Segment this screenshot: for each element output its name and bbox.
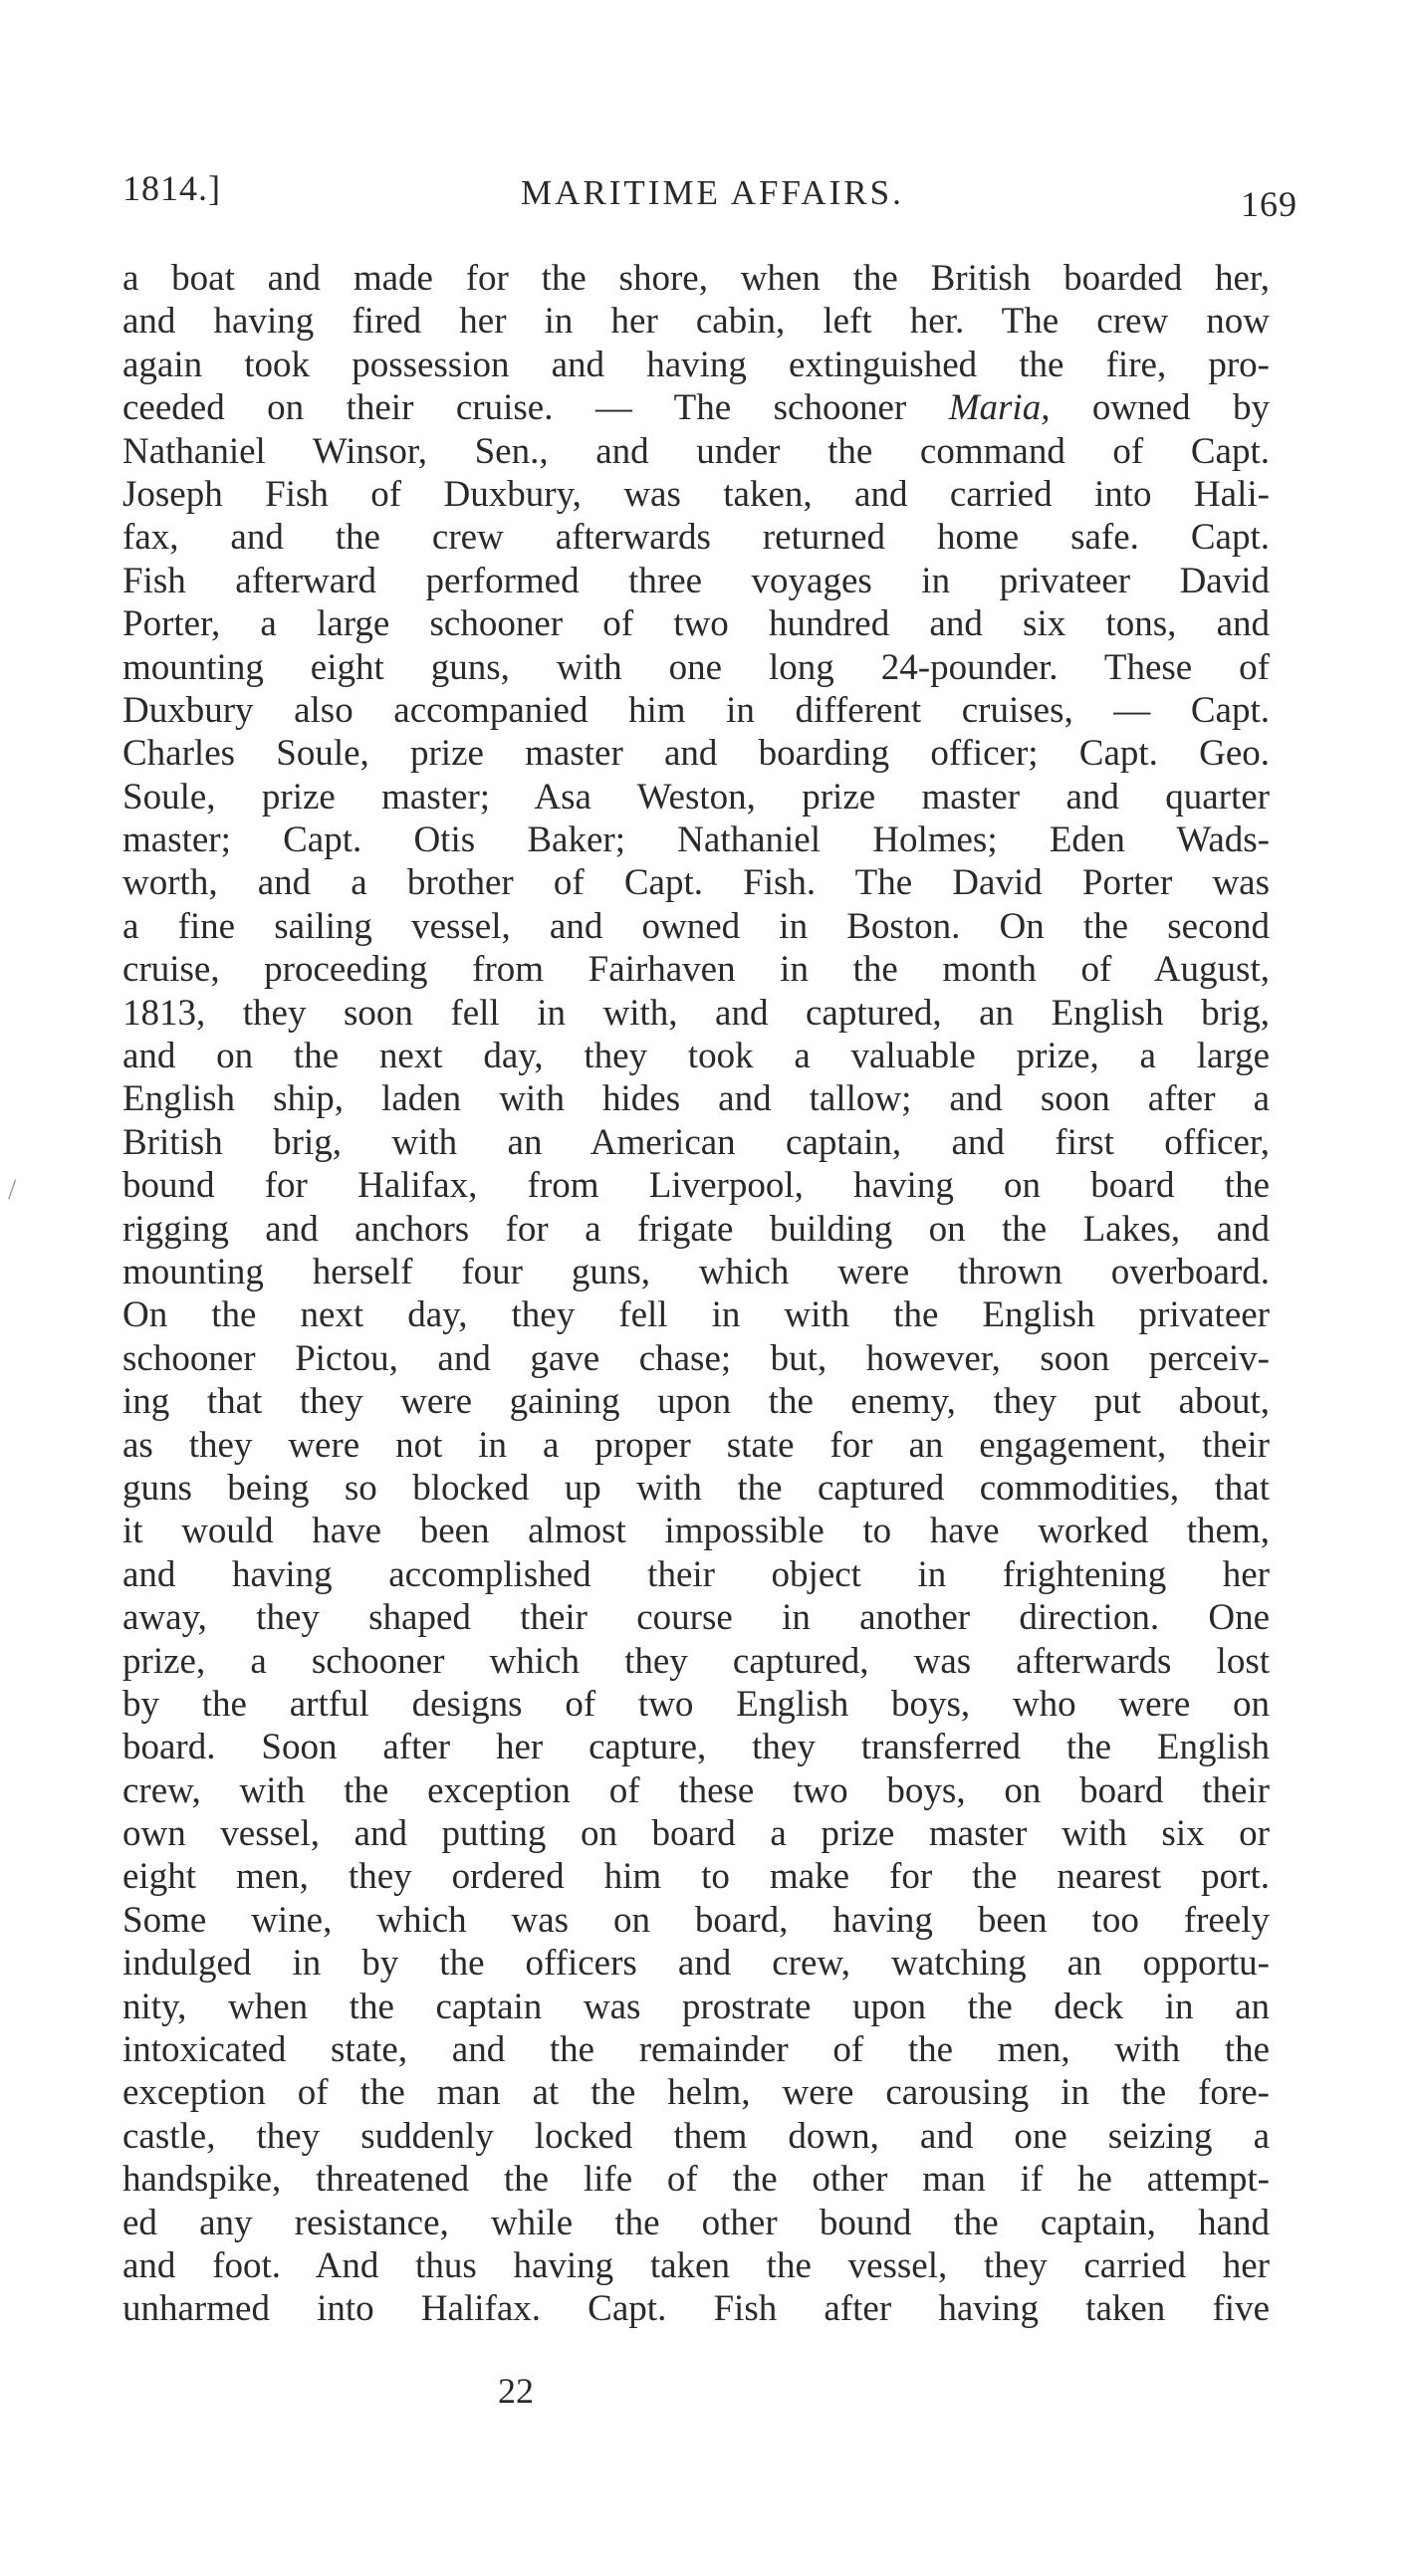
header-year: 1814.] bbox=[122, 168, 221, 208]
text-line: castle, they suddenly locked them down, and one seizing a bbox=[122, 2115, 1270, 2157]
text-line: by the artful designs of two English boys, who were on bbox=[122, 1683, 1270, 1725]
text-line: 1813, they soon fell in with, and captured, an English brig, bbox=[122, 992, 1270, 1034]
text-segment: ceeded on their cruise. — The schooner bbox=[122, 387, 907, 429]
text-segment: owned by bbox=[1091, 387, 1270, 429]
text-line: as they were not in a proper state for an engagement, their bbox=[122, 1424, 1270, 1466]
text-line: mounting herself four guns, which were thrown overboard. bbox=[122, 1251, 1270, 1292]
text-line: mounting eight guns, with one long 24-pounder. These of bbox=[122, 646, 1270, 688]
text-line: British brig, with an American captain, and first officer, bbox=[122, 1121, 1270, 1163]
text-line: Fish afterward performed three voyages in privateer David bbox=[122, 560, 1270, 601]
text-line: a boat and made for the shore, when the British boarded her, bbox=[122, 258, 1270, 299]
text-line: eight men, they ordered him to make for the nearest port. bbox=[122, 1856, 1270, 1898]
italic-ship-name: Maria, bbox=[948, 387, 1051, 429]
text-line: intoxicated state, and the remainder of the men, with the bbox=[122, 2029, 1270, 2071]
text-line: On the next day, they fell in with the English privateer bbox=[122, 1294, 1270, 1336]
text-line: exception of the man at the helm, were carousing in the fore- bbox=[122, 2072, 1270, 2114]
text-line: Joseph Fish of Duxbury, was taken, and carried into Hali- bbox=[122, 473, 1270, 515]
text-line: and on the next day, they took a valuable prize, a large bbox=[122, 1036, 1270, 1077]
text-line: Soule, prize master; Asa Weston, prize master and quarter bbox=[122, 776, 1270, 818]
text-line: guns being so blocked up with the captured commodities, that bbox=[122, 1467, 1270, 1509]
page-number: 169 bbox=[1241, 184, 1298, 224]
text-line: again took possession and having extinguished the fire, pro- bbox=[122, 344, 1270, 385]
text-line: own vessel, and putting on board a prize master with six or bbox=[122, 1813, 1270, 1855]
text-line: fax, and the crew afterwards returned home safe. Capt. bbox=[122, 517, 1270, 559]
text-line: away, they shaped their course in another direction. One bbox=[122, 1597, 1270, 1639]
header-title: MARITIME AFFAIRS. bbox=[521, 173, 904, 212]
text-line: rigging and anchors for a frigate building on the Lakes, and bbox=[122, 1208, 1270, 1250]
text-line: Duxbury also accompanied him in different cruises, — Capt. bbox=[122, 689, 1270, 731]
text-line: handspike, threatened the life of the other man if he attempt- bbox=[122, 2159, 1270, 2201]
text-line: board. Soon after her capture, they transferred the English bbox=[122, 1727, 1270, 1768]
text-line: master; Capt. Otis Baker; Nathaniel Holmes; Eden Wads- bbox=[122, 820, 1270, 861]
running-head bbox=[122, 167, 1298, 227]
text-line: nity, when the captain was prostrate upon the deck in an bbox=[122, 1986, 1270, 2027]
text-line: indulged in by the officers and crew, watching an opportu- bbox=[122, 1943, 1270, 1985]
text-line: and having accomplished their object in frightening her bbox=[122, 1553, 1270, 1595]
text-line: cruise, proceeding from Fairhaven in the month of August, bbox=[122, 949, 1270, 991]
text-line-with-italic bbox=[122, 386, 1270, 429]
text-line: crew, with the exception of these two boys, on board their bbox=[122, 1769, 1270, 1811]
text-line: prize, a schooner which they captured, was afterwards lost bbox=[122, 1640, 1270, 1682]
text-line: English ship, laden with hides and tallow; and soon after a bbox=[122, 1078, 1270, 1120]
text-line: Some wine, which was on board, having been too freely bbox=[122, 1899, 1270, 1941]
margin-mark: / bbox=[8, 1173, 17, 1206]
body-text bbox=[122, 257, 1270, 2331]
text-line: it would have been almost impossible to have worked them, bbox=[122, 1511, 1270, 1552]
text-line: a fine sailing vessel, and owned in Boston. On the second bbox=[122, 905, 1270, 947]
text-line: Porter, a large schooner of two hundred and six tons, and bbox=[122, 603, 1270, 645]
text-line: ing that they were gaining upon the enemy, they put about, bbox=[122, 1381, 1270, 1423]
text-line: and having fired her in her cabin, left her. The crew now bbox=[122, 301, 1270, 343]
text-line: worth, and a brother of Capt. Fish. The David Porter was bbox=[122, 862, 1270, 904]
text-line: Nathaniel Winsor, Sen., and under the command of Capt. bbox=[122, 430, 1270, 472]
text-line: unharmed into Halifax. Capt. Fish after having taken five bbox=[122, 2288, 1270, 2330]
text-line: bound for Halifax, from Liverpool, having on board the bbox=[122, 1165, 1270, 1207]
signature-mark: 22 bbox=[498, 2371, 534, 2411]
text-line: Charles Soule, prize master and boarding officer; Capt. Geo. bbox=[122, 733, 1270, 775]
text-line: schooner Pictou, and gave chase; but, however, soon perceiv- bbox=[122, 1337, 1270, 1379]
text-line: and foot. And thus having taken the vessel, they carried her bbox=[122, 2244, 1270, 2286]
text-line: ed any resistance, while the other bound the captain, hand bbox=[122, 2202, 1270, 2243]
